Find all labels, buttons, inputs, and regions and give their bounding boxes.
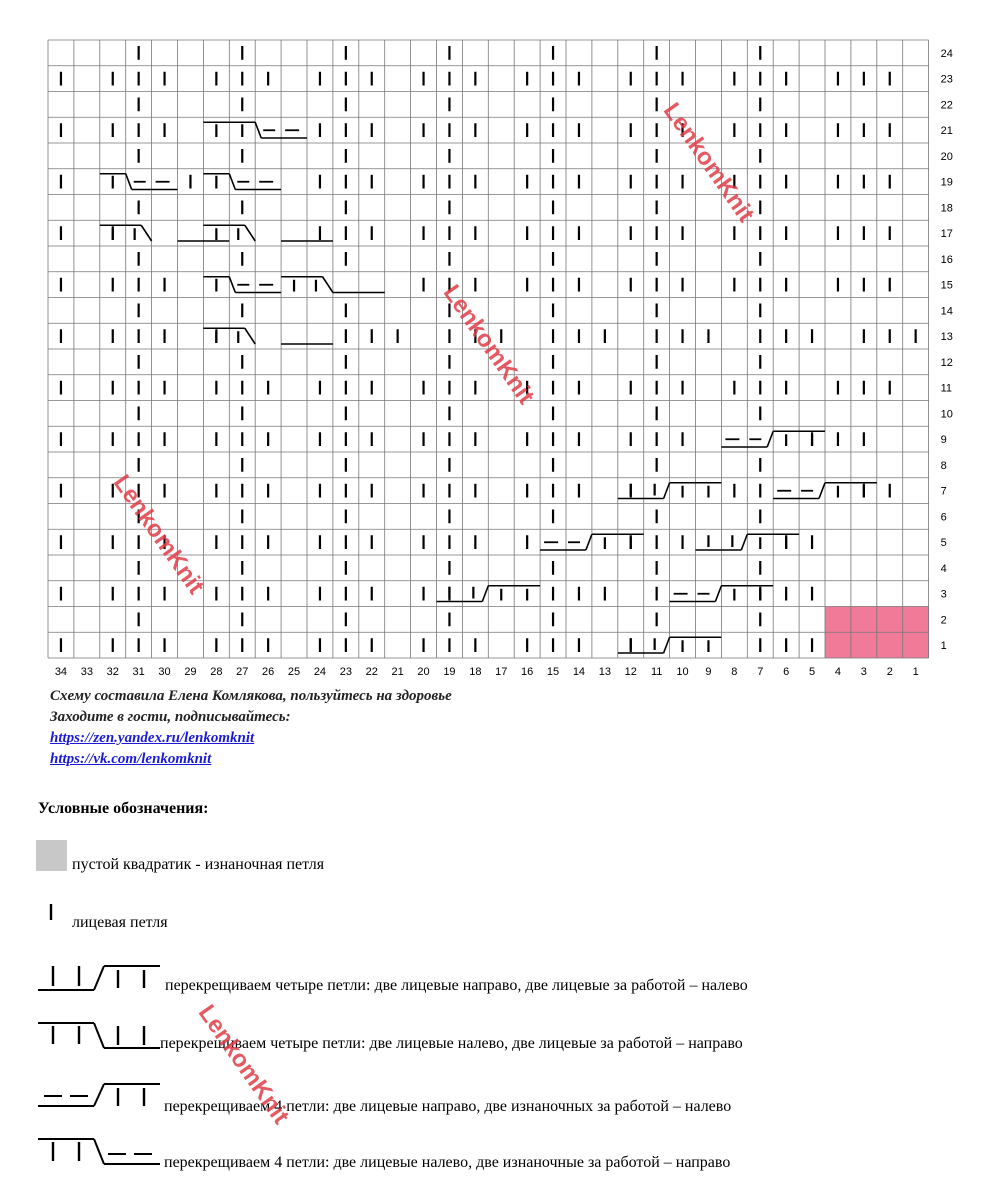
credits-invite: Заходите в гости, подписывайтесь: xyxy=(50,709,291,725)
column-label: 8 xyxy=(731,666,738,678)
cable-line xyxy=(741,534,747,550)
cable-line xyxy=(323,277,333,293)
highlight-cell xyxy=(903,607,929,633)
column-label: 24 xyxy=(313,666,327,678)
column-label: 29 xyxy=(184,666,197,678)
column-label: 22 xyxy=(365,666,378,678)
cable-line xyxy=(819,483,825,499)
legend-title: Условные обозначения: xyxy=(38,800,209,817)
legend-text: перекрещиваем четыре петли: две лицевые налево, две лицевые за работой – направо xyxy=(160,1035,743,1052)
row-label: 1 xyxy=(940,640,947,653)
cable-line xyxy=(482,586,488,602)
column-label: 27 xyxy=(236,666,249,678)
row-label: 24 xyxy=(940,47,953,60)
cable-line xyxy=(229,277,235,293)
highlight-cell xyxy=(825,607,851,633)
column-label: 25 xyxy=(287,666,301,678)
cable-line xyxy=(255,122,261,138)
row-label: 13 xyxy=(940,331,953,344)
row-label: 20 xyxy=(940,150,953,163)
column-label: 31 xyxy=(132,666,145,678)
row-label: 9 xyxy=(940,434,947,447)
watermark: LenkomKnit xyxy=(192,1000,295,1130)
column-label: 4 xyxy=(834,666,842,678)
column-label: 6 xyxy=(783,666,790,678)
column-label: 30 xyxy=(158,666,171,678)
cable-line xyxy=(664,637,670,653)
cable-line xyxy=(715,586,721,602)
highlight-cell xyxy=(851,607,877,633)
cable-line xyxy=(586,534,592,550)
row-label: 7 xyxy=(940,485,947,498)
column-label: 26 xyxy=(262,666,275,678)
cable-line xyxy=(767,431,773,447)
legend-text: перекрещиваем 4 петли: две лицевые налево, две изнаночные за работой – направо xyxy=(164,1154,731,1171)
row-label: 2 xyxy=(940,614,947,627)
credits-author: Схему составила Елена Комлякова, пользуйтесь на здоровье xyxy=(50,688,452,704)
row-label: 21 xyxy=(940,125,953,138)
column-label: 16 xyxy=(521,666,534,678)
column-label: 20 xyxy=(417,666,430,678)
row-label: 4 xyxy=(940,562,947,575)
legend-text: пустой квадратик - изнаночная петля xyxy=(72,856,325,873)
cross-knit-left-icon xyxy=(36,960,166,994)
row-label: 18 xyxy=(940,202,953,215)
row-label: 6 xyxy=(940,511,947,524)
cross-purl-left-icon xyxy=(36,1078,166,1112)
row-label: 22 xyxy=(940,99,953,112)
column-label: 14 xyxy=(572,666,586,678)
row-label: 14 xyxy=(940,305,953,318)
column-label: 10 xyxy=(676,666,689,678)
vk-link[interactable]: https://vk.com/lenkomknit xyxy=(50,751,212,767)
column-label: 19 xyxy=(443,666,456,678)
row-label: 17 xyxy=(940,228,953,241)
credits xyxy=(50,686,452,770)
cross-knit-right-icon xyxy=(36,1018,166,1052)
watermark: LenkomKnit xyxy=(657,98,760,228)
column-label: 11 xyxy=(650,666,663,678)
cable-line xyxy=(229,174,235,190)
column-label: 32 xyxy=(106,666,119,678)
highlight-cell xyxy=(903,632,929,658)
column-label: 17 xyxy=(495,666,508,678)
row-label: 12 xyxy=(940,356,953,369)
column-label: 13 xyxy=(598,666,611,678)
cable-line xyxy=(141,225,151,241)
highlight-cell xyxy=(877,632,903,658)
row-label: 11 xyxy=(940,382,953,395)
column-label: 34 xyxy=(54,666,68,678)
row-label: 5 xyxy=(940,537,947,550)
legend-text: перекрещиваем четыре петли: две лицевые направо, две лицевые за работой – налево xyxy=(165,977,748,994)
column-label: 21 xyxy=(391,666,404,678)
column-label: 1 xyxy=(912,666,919,678)
column-label: 7 xyxy=(757,666,764,678)
legend-text: перекрещиваем 4 петли: две лицевые направо, две изнаночных за работой – налево xyxy=(164,1098,732,1115)
zen-link[interactable]: https://zen.yandex.ru/lenkomknit xyxy=(50,730,255,746)
column-label: 23 xyxy=(339,666,352,678)
highlight-cell xyxy=(825,632,851,658)
row-label: 8 xyxy=(940,459,947,472)
column-label: 15 xyxy=(546,666,560,678)
cable-line xyxy=(245,225,255,241)
row-label: 10 xyxy=(940,408,953,421)
highlight-cell xyxy=(877,607,903,633)
column-label: 18 xyxy=(469,666,482,678)
cable-line xyxy=(126,174,132,190)
row-label: 16 xyxy=(940,253,953,266)
highlight-cell xyxy=(851,632,877,658)
column-label: 2 xyxy=(886,666,893,678)
knit-stitch-icon xyxy=(36,902,76,932)
cable-line xyxy=(664,483,670,499)
cross-purl-right-icon xyxy=(36,1134,166,1168)
column-label: 3 xyxy=(860,666,867,678)
column-label: 5 xyxy=(808,666,816,678)
row-label: 15 xyxy=(940,279,953,292)
column-label: 33 xyxy=(80,666,93,678)
watermark: LenkomKnit xyxy=(107,470,210,600)
column-label: 12 xyxy=(624,666,637,678)
row-label: 3 xyxy=(940,588,947,601)
row-label: 19 xyxy=(940,176,953,189)
cable-line xyxy=(245,328,255,344)
column-label: 28 xyxy=(210,666,223,678)
row-label: 23 xyxy=(940,73,953,86)
watermark: LenkomKnit xyxy=(437,280,540,410)
blank-square-icon xyxy=(36,840,67,871)
column-label: 9 xyxy=(705,666,712,678)
legend-text: лицевая петля xyxy=(72,914,168,931)
